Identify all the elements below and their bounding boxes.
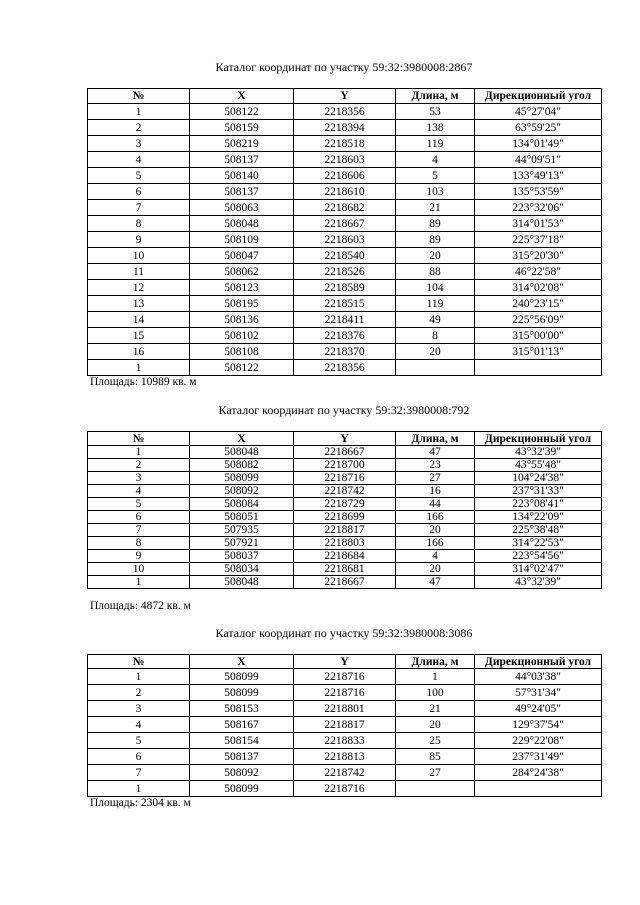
cell-x: 508099: [190, 781, 294, 797]
cell-x: 508140: [190, 168, 294, 184]
cell-number: 2: [88, 685, 190, 701]
cell-angle: 284°24'38": [475, 765, 602, 781]
cell-angle: 314°02'08": [475, 280, 602, 296]
table-row: [88, 524, 602, 537]
cell-angle: 44°09'51": [475, 152, 602, 168]
cell-y: 2218817: [294, 524, 396, 537]
cell-angle: 314°22'53": [475, 537, 602, 550]
table-row: [88, 264, 602, 280]
cell-angle: 134°01'49": [475, 136, 602, 152]
cell-y: 2218394: [294, 120, 396, 136]
table-row: [88, 344, 602, 360]
cell-number: 7: [88, 200, 190, 216]
table-row: [88, 120, 602, 136]
cell-y: 2218729: [294, 498, 396, 511]
cell-length: 5: [396, 168, 475, 184]
cell-angle: 225°38'48": [475, 524, 602, 537]
cell-y: 2218742: [294, 485, 396, 498]
table-row: [88, 446, 602, 459]
table-row: [88, 781, 602, 797]
table-row: [88, 360, 602, 376]
cell-number: 15: [88, 328, 190, 344]
cell-angle: 63°59'25": [475, 120, 602, 136]
col-header-length: Длина, м: [396, 432, 475, 446]
cell-number: 6: [88, 511, 190, 524]
cell-number: 6: [88, 749, 190, 765]
cell-y: 2218606: [294, 168, 396, 184]
table-row: [88, 280, 602, 296]
cell-number: 8: [88, 216, 190, 232]
cell-y: 2218682: [294, 200, 396, 216]
cell-number: 5: [88, 733, 190, 749]
cell-y: 2218667: [294, 576, 396, 589]
table-row: [88, 717, 602, 733]
cell-length: 44: [396, 498, 475, 511]
col-header-number: №: [88, 655, 190, 669]
cell-length: 49: [396, 312, 475, 328]
col-header-y: Y: [294, 655, 396, 669]
table-body: [88, 446, 602, 589]
cell-length: 47: [396, 446, 475, 459]
cell-y: 2218681: [294, 563, 396, 576]
cell-number: 2: [88, 120, 190, 136]
cell-y: 2218817: [294, 717, 396, 733]
cell-angle: 104°24'38": [475, 472, 602, 485]
cell-length: 119: [396, 136, 475, 152]
cell-number: 3: [88, 701, 190, 717]
cell-x: 508154: [190, 733, 294, 749]
cell-angle: 43°32'39": [475, 576, 602, 589]
cell-x: 508167: [190, 717, 294, 733]
col-header-angle: Дирекционный угол: [475, 432, 602, 446]
cell-length: 16: [396, 485, 475, 498]
table-row: [88, 312, 602, 328]
col-header-number: №: [88, 89, 190, 104]
cell-x: 508137: [190, 749, 294, 765]
table-header-row: [88, 89, 602, 104]
table-row: [88, 472, 602, 485]
cell-length: 20: [396, 248, 475, 264]
cell-angle: 225°56'09": [475, 312, 602, 328]
table-header-row: [88, 432, 602, 446]
table-body: [88, 104, 602, 376]
cell-x: 508092: [190, 765, 294, 781]
cell-number: 1: [88, 669, 190, 685]
cell-x: 508062: [190, 264, 294, 280]
cell-y: 2218589: [294, 280, 396, 296]
cell-number: 7: [88, 765, 190, 781]
cell-number: 1: [88, 360, 190, 376]
cell-length: 1: [396, 669, 475, 685]
table-row: [88, 104, 602, 120]
cell-x: 508195: [190, 296, 294, 312]
table-row: [88, 459, 602, 472]
catalog-title: Каталог координат по участку 59:32:3980008:2867: [215, 60, 473, 74]
cell-length: 20: [396, 717, 475, 733]
cell-y: 2218526: [294, 264, 396, 280]
cell-x: 508122: [190, 104, 294, 120]
cell-length: 166: [396, 537, 475, 550]
cell-number: 4: [88, 152, 190, 168]
cell-angle: 237°31'33": [475, 485, 602, 498]
cell-y: 2218716: [294, 472, 396, 485]
cell-angle: 45°27'04": [475, 104, 602, 120]
cell-x: 507935: [190, 524, 294, 537]
cell-length: 27: [396, 765, 475, 781]
cell-y: 2218356: [294, 360, 396, 376]
cell-number: 5: [88, 168, 190, 184]
cell-angle: 240°23'15": [475, 296, 602, 312]
cell-x: 508051: [190, 511, 294, 524]
cell-y: 2218803: [294, 537, 396, 550]
cell-x: 508137: [190, 152, 294, 168]
cell-y: 2218742: [294, 765, 396, 781]
cell-number: 14: [88, 312, 190, 328]
cell-x: 508037: [190, 550, 294, 563]
cell-length: [396, 360, 475, 376]
cell-x: 508108: [190, 344, 294, 360]
table-row: [88, 168, 602, 184]
cell-x: 508048: [190, 216, 294, 232]
col-header-length: Длина, м: [396, 655, 475, 669]
catalog-title: Каталог координат по участку 59:32:3980008:792: [218, 403, 470, 417]
table-row: [88, 550, 602, 563]
table-row: [88, 576, 602, 589]
cell-x: 508034: [190, 563, 294, 576]
cell-length: 20: [396, 524, 475, 537]
cell-x: 508099: [190, 685, 294, 701]
cell-length: 88: [396, 264, 475, 280]
cell-y: 2218540: [294, 248, 396, 264]
cell-length: 23: [396, 459, 475, 472]
cell-angle: 223°32'06": [475, 200, 602, 216]
cell-number: 1: [88, 781, 190, 797]
cell-number: 2: [88, 459, 190, 472]
cell-x: 508099: [190, 472, 294, 485]
cell-x: 508063: [190, 200, 294, 216]
cell-x: 508102: [190, 328, 294, 344]
col-header-angle: Дирекционный угол: [475, 89, 602, 104]
cell-number: 11: [88, 264, 190, 280]
cell-angle: 315°01'13": [475, 344, 602, 360]
table-row: [88, 248, 602, 264]
cell-y: 2218813: [294, 749, 396, 765]
cell-angle: 223°54'56": [475, 550, 602, 563]
cell-x: 508099: [190, 669, 294, 685]
cell-x: 508084: [190, 498, 294, 511]
cell-x: 508109: [190, 232, 294, 248]
cell-angle: 134°22'09": [475, 511, 602, 524]
coordinates-table: [87, 654, 602, 797]
catalog-title: Каталог координат по участку 59:32:3980008:3086: [215, 626, 473, 640]
cell-x: 508153: [190, 701, 294, 717]
cell-number: 1: [88, 446, 190, 459]
cell-angle: 44°03'38": [475, 669, 602, 685]
cell-y: 2218716: [294, 669, 396, 685]
cell-angle: [475, 781, 602, 797]
cell-y: 2218376: [294, 328, 396, 344]
table-row: [88, 200, 602, 216]
table-row: [88, 216, 602, 232]
cell-y: 2218411: [294, 312, 396, 328]
table-row: [88, 733, 602, 749]
cell-length: 53: [396, 104, 475, 120]
table-row: [88, 685, 602, 701]
cell-x: 508136: [190, 312, 294, 328]
cell-x: 508048: [190, 576, 294, 589]
table-header-row: [88, 655, 602, 669]
cell-y: 2218833: [294, 733, 396, 749]
coordinates-table: [87, 431, 602, 589]
cell-angle: 229°22'08": [475, 733, 602, 749]
cell-angle: 314°02'47": [475, 563, 602, 576]
cell-angle: 315°20'30": [475, 248, 602, 264]
cell-y: 2218801: [294, 701, 396, 717]
cell-length: 138: [396, 120, 475, 136]
table-row: [88, 498, 602, 511]
col-header-number: №: [88, 432, 190, 446]
table-body: [88, 669, 602, 797]
cell-number: 4: [88, 717, 190, 733]
cell-length: 25: [396, 733, 475, 749]
table-row: [88, 669, 602, 685]
cell-angle: 223°08'41": [475, 498, 602, 511]
cell-number: 10: [88, 248, 190, 264]
cell-y: 2218716: [294, 781, 396, 797]
cell-number: 1: [88, 576, 190, 589]
cell-x: 508159: [190, 120, 294, 136]
cell-angle: 314°01'53": [475, 216, 602, 232]
cell-number: 8: [88, 537, 190, 550]
col-header-angle: Дирекционный угол: [475, 655, 602, 669]
col-header-x: X: [190, 432, 294, 446]
table-row: [88, 184, 602, 200]
cell-y: 2218667: [294, 216, 396, 232]
cell-length: 47: [396, 576, 475, 589]
cell-length: 4: [396, 152, 475, 168]
table-row: [88, 701, 602, 717]
cell-number: 16: [88, 344, 190, 360]
cell-angle: 225°37'18": [475, 232, 602, 248]
cell-length: 104: [396, 280, 475, 296]
cell-length: 20: [396, 563, 475, 576]
area-label: Площадь: 2304 кв. м: [90, 797, 191, 809]
table-row: [88, 296, 602, 312]
cell-x: 508082: [190, 459, 294, 472]
cell-length: 8: [396, 328, 475, 344]
cell-x: 508137: [190, 184, 294, 200]
cell-number: 5: [88, 498, 190, 511]
cell-length: 100: [396, 685, 475, 701]
col-header-length: Длина, м: [396, 89, 475, 104]
area-label: Площадь: 10989 кв. м: [90, 376, 197, 388]
col-header-y: Y: [294, 432, 396, 446]
cell-length: 89: [396, 216, 475, 232]
cell-angle: 315°00'00": [475, 328, 602, 344]
cell-y: 2218603: [294, 232, 396, 248]
cell-y: 2218610: [294, 184, 396, 200]
cell-y: 2218515: [294, 296, 396, 312]
cell-number: 1: [88, 104, 190, 120]
col-header-x: X: [190, 655, 294, 669]
cell-x: 508123: [190, 280, 294, 296]
cell-length: 89: [396, 232, 475, 248]
cell-x: 508122: [190, 360, 294, 376]
cell-angle: 237°31'49": [475, 749, 602, 765]
table-row: [88, 232, 602, 248]
cell-y: 2218667: [294, 446, 396, 459]
cell-angle: 49°24'05": [475, 701, 602, 717]
table-row: [88, 765, 602, 781]
cell-length: 20: [396, 344, 475, 360]
table-row: [88, 485, 602, 498]
cell-y: 2218518: [294, 136, 396, 152]
cell-length: [396, 781, 475, 797]
cell-number: 12: [88, 280, 190, 296]
cell-x: 508047: [190, 248, 294, 264]
cell-number: 3: [88, 136, 190, 152]
cell-y: 2218684: [294, 550, 396, 563]
cell-angle: 43°32'39": [475, 446, 602, 459]
cell-number: 6: [88, 184, 190, 200]
table-row: [88, 136, 602, 152]
cell-x: 508048: [190, 446, 294, 459]
cell-angle: [475, 360, 602, 376]
table-row: [88, 537, 602, 550]
cell-x: 507921: [190, 537, 294, 550]
cell-y: 2218700: [294, 459, 396, 472]
cell-angle: 133°49'13": [475, 168, 602, 184]
cell-number: 9: [88, 232, 190, 248]
cell-y: 2218370: [294, 344, 396, 360]
cell-length: 85: [396, 749, 475, 765]
cell-angle: 43°55'48": [475, 459, 602, 472]
cell-number: 10: [88, 563, 190, 576]
cell-y: 2218716: [294, 685, 396, 701]
coordinates-table: [87, 88, 602, 376]
table-row: [88, 563, 602, 576]
table-row: [88, 328, 602, 344]
cell-length: 103: [396, 184, 475, 200]
cell-number: 7: [88, 524, 190, 537]
cell-number: 4: [88, 485, 190, 498]
cell-x: 508092: [190, 485, 294, 498]
table-row: [88, 749, 602, 765]
cell-number: 3: [88, 472, 190, 485]
cell-length: 21: [396, 701, 475, 717]
col-header-x: X: [190, 89, 294, 104]
cell-y: 2218356: [294, 104, 396, 120]
table-row: [88, 152, 602, 168]
area-label: Площадь: 4872 кв. м: [90, 600, 191, 612]
cell-angle: 129°37'54": [475, 717, 602, 733]
cell-length: 4: [396, 550, 475, 563]
table-row: [88, 511, 602, 524]
cell-length: 119: [396, 296, 475, 312]
col-header-y: Y: [294, 89, 396, 104]
cell-length: 166: [396, 511, 475, 524]
cell-y: 2218603: [294, 152, 396, 168]
cell-length: 21: [396, 200, 475, 216]
cell-number: 9: [88, 550, 190, 563]
cell-angle: 46°22'58": [475, 264, 602, 280]
cell-x: 508219: [190, 136, 294, 152]
cell-y: 2218699: [294, 511, 396, 524]
cell-length: 27: [396, 472, 475, 485]
cell-angle: 135°53'59": [475, 184, 602, 200]
cell-number: 13: [88, 296, 190, 312]
cell-angle: 57°31'34": [475, 685, 602, 701]
